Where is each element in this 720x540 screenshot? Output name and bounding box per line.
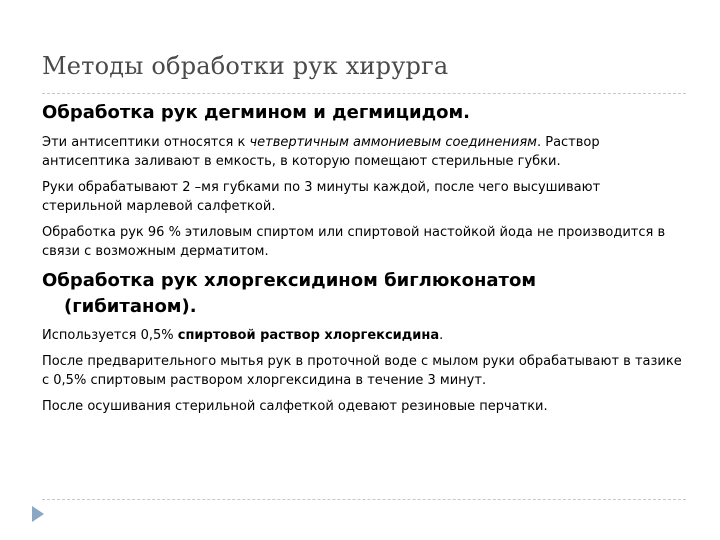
paragraph-antiseptics-text-1: Эти антисептики относятся к <box>42 135 250 150</box>
slide-title: Методы обработки рук хирурга <box>42 52 449 80</box>
paragraph-gloves: После осушивания стерильной салфеткой одевают резиновые перчатки. <box>42 399 548 414</box>
section-heading-chlorhexidine-line2: (гибитаном). <box>64 296 197 317</box>
paragraph-alcohol: Обработка рук 96 % этиловым спиртом или спиртовой настойкой йода не производится в связи с возможным дерматитом. <box>42 225 666 259</box>
play-arrow-icon[interactable] <box>32 506 44 522</box>
slide-content <box>42 101 682 423</box>
section-heading-degmin: Обработка рук дегмином и дегмицидом. <box>42 102 471 123</box>
paragraph-antiseptics-italic: четвертичным аммониевым соединениям <box>249 135 537 150</box>
paragraph-used-solution-text-2: . <box>439 328 444 343</box>
title-divider <box>42 93 686 94</box>
paragraph-antiseptics-text-2: . Раствор антисептика заливают в емкость, в которую помещают стерильные губки. <box>42 135 600 169</box>
paragraph-washing: После предварительного мытья рук в проточной воде с мылом руки обрабатывают в тазике с 0,5% спиртовым раствором хлоргексидина в течение 3 минут. <box>42 354 682 388</box>
paragraph-used-solution <box>42 326 682 345</box>
paragraph-used-solution-bold: спиртовой раствор хлоргексидина <box>177 328 440 343</box>
section-heading-chlorhexidine-line1: Обработка рук хлоргексидином биглюконатом <box>42 270 537 291</box>
paragraph-used-solution-text-1: Используется 0,5% <box>42 328 178 343</box>
paragraph-sponges: Руки обрабатывают 2 –мя губками по 3 минуты каждой, после чего высушивают стерильной марлевой салфеткой. <box>42 180 601 214</box>
footer-divider <box>42 499 686 500</box>
paragraph-antiseptics <box>42 133 682 171</box>
section-heading-chlorhexidine <box>42 268 682 320</box>
